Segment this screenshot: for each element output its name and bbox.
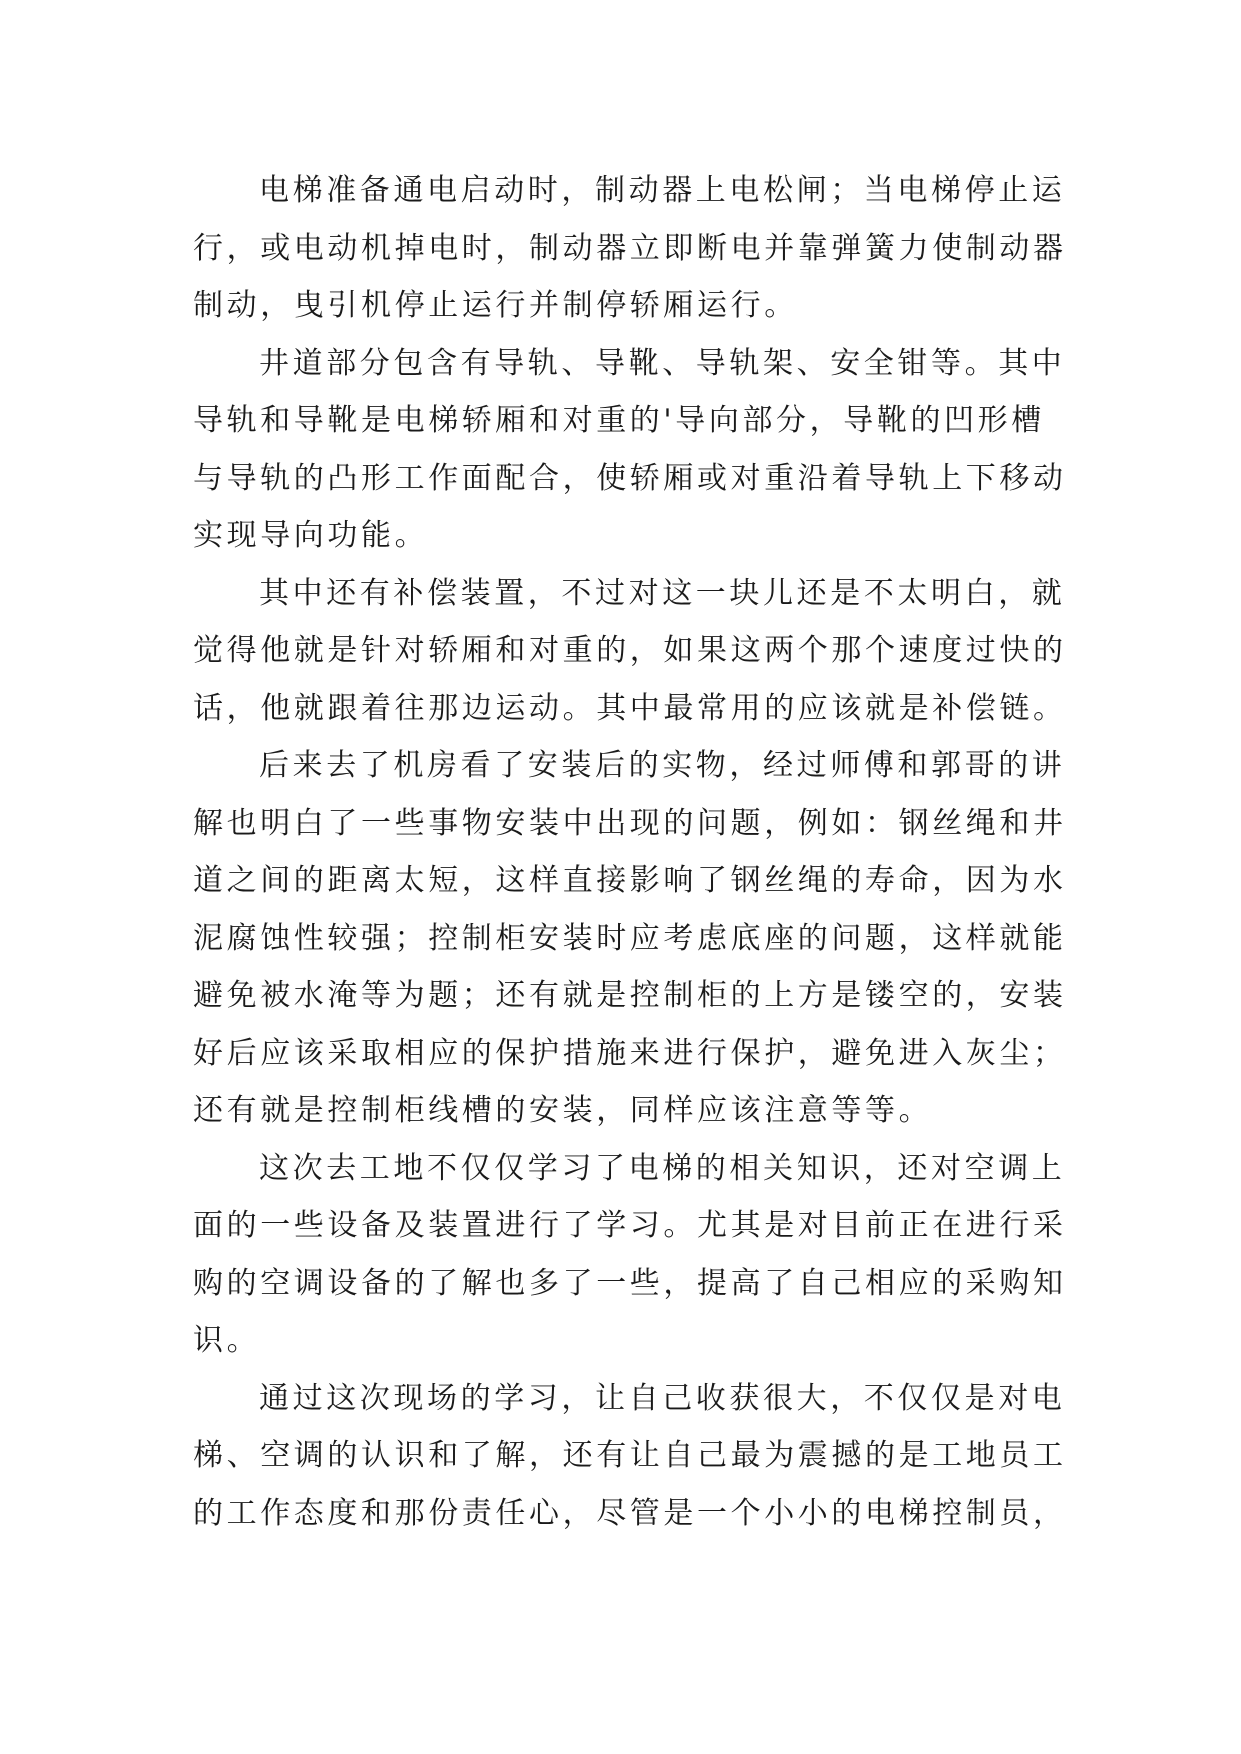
- text-line: 泥腐蚀性较强；控制柜安装时应考虑底座的问题，这样就能: [193, 920, 1067, 956]
- text-line: 这次去工地不仅仅学习了电梯的相关知识，还对空调上: [259, 1150, 1066, 1186]
- text-line: 制动，曳引机停止运行并制停轿厢运行。: [193, 288, 798, 323]
- text-line: 解也明白了一些事物安装中出现的问题，例如：钢丝绳和井: [193, 805, 1067, 841]
- text-line: 好后应该采取相应的保护措施来进行保护，避免进入灰尘；: [193, 1035, 1067, 1071]
- text-line: 的工作态度和那份责任心，尽管是一个小小的电梯控制员，: [193, 1495, 1067, 1531]
- document-body: [193, 162, 1067, 1542]
- text-line: 道之间的距离太短，这样直接影响了钢丝绳的寿命，因为水: [193, 863, 1067, 898]
- text-line: 实现导向功能。: [193, 518, 429, 553]
- text-line: 觉得他就是针对轿厢和对重的，如果这两个那个速度过快的: [193, 633, 1067, 668]
- text-line: 行，或电动机掉电时，制动器立即断电并靠弹簧力使制动器: [193, 230, 1067, 266]
- text-line: 购的空调设备的了解也多了一些，提高了自己相应的采购知: [193, 1265, 1067, 1301]
- text-line: 与导轨的凸形工作面配合，使轿厢或对重沿着导轨上下移动: [193, 460, 1067, 496]
- text-line: 识。: [193, 1323, 261, 1358]
- text-line: 导轨和导靴是电梯轿厢和对重的'导向部分，导靴的凹形槽: [193, 403, 1045, 438]
- text-line: 井道部分包含有导轨、导靴、导轨架、安全钳等。其中: [259, 345, 1066, 381]
- text-line: 还有就是控制柜线槽的安装，同样应该注意等等。: [193, 1093, 933, 1128]
- text-line: 其中还有补偿装置，不过对这一块儿还是不太明白，就: [259, 575, 1066, 611]
- text-line: 话，他就跟着往那边运动。其中最常用的应该就是补偿链。: [193, 690, 1067, 726]
- text-line: 避免被水淹等为题；还有就是控制柜的上方是镂空的，安装: [193, 978, 1067, 1013]
- text-line: 电梯准备通电启动时，制动器上电松闸；当电梯停止运: [259, 173, 1066, 208]
- text-line: 梯、空调的认识和了解，还有让自己最为震撼的是工地员工: [193, 1438, 1067, 1473]
- text-line: 后来去了机房看了安装后的实物，经过师傅和郭哥的讲: [259, 748, 1066, 783]
- text-line: 面的一些设备及装置进行了学习。尤其是对目前正在进行采: [193, 1208, 1067, 1243]
- text-line: 通过这次现场的学习，让自己收获很大，不仅仅是对电: [259, 1380, 1066, 1416]
